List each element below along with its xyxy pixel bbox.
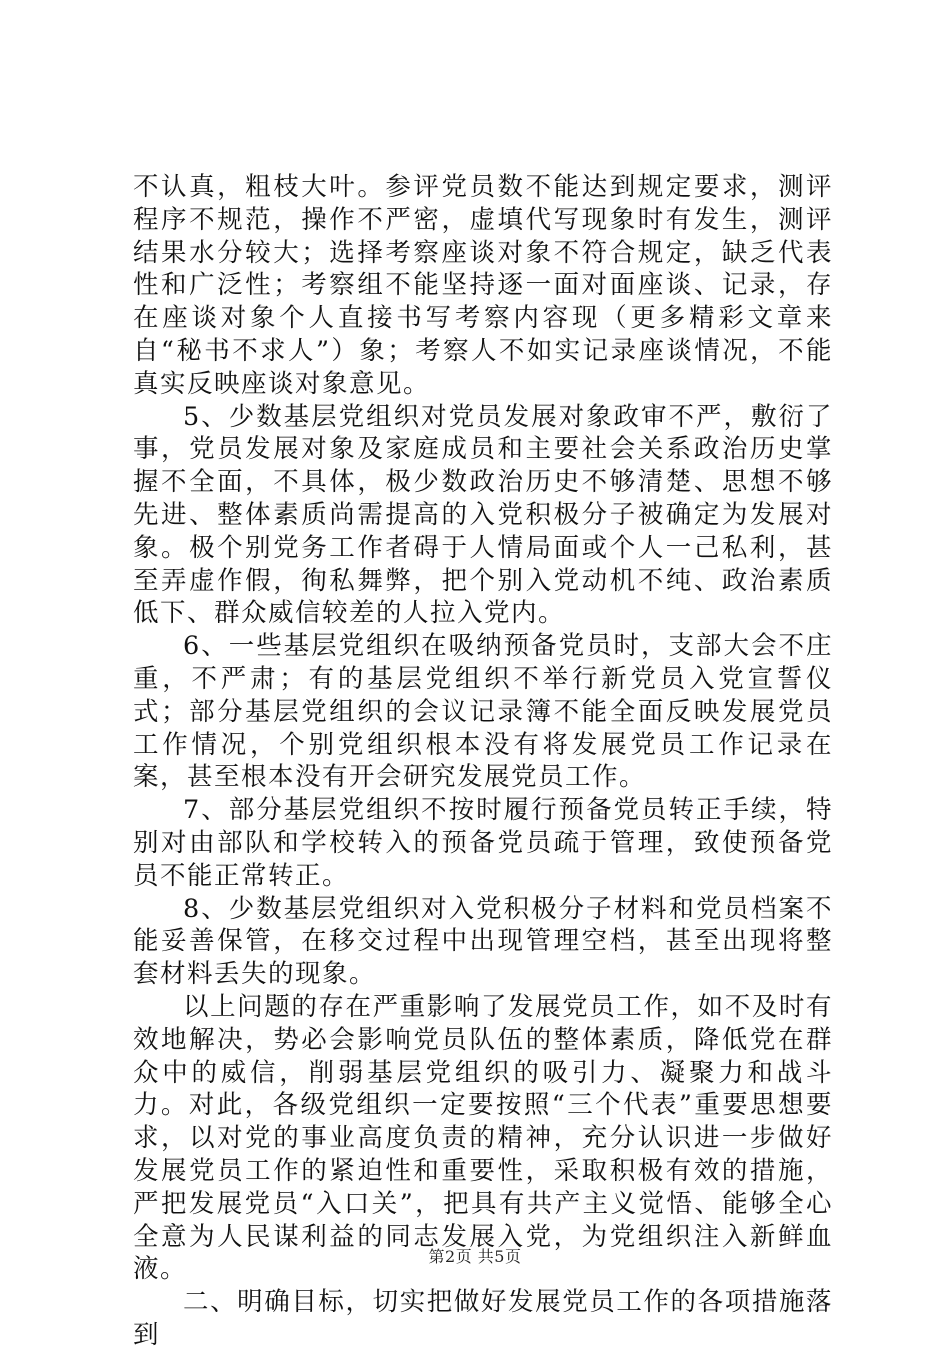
paragraph-continuation: 不认真，粗枝大叶。参评党员数不能达到规定要求，测评程序不规范，操作不严密，虚填代写现象时有发生，测评结果水分较大；选择考察座谈对象不符合规定，缺乏代表性和广泛性；考察组不能坚持逐一面对面座谈、记录，存在座谈对象个人直接书写考察内容现（更多精彩文章来自“秘书不求人”）象；考察人不如实记录座谈情况，不能真实反映座谈对象意见。 [133, 172, 833, 399]
paragraph-item-5: 5、少数基层党组织对党员发展对象政审不严，敷衍了事，党员发展对象及家庭成员和主要社会关系政治历史掌握不全面，不具体，极少数政治历史不够清楚、思想不够先进、整体素质尚需提高的入党积极分子被确定为发展对象。极个别党务工作者碍于人情局面或个人一己私利，甚至弄虚作假，徇私舞弊，把个别入党动机不纯、政治素质低下、群众威信较差的人拉入党内。 [133, 401, 833, 629]
section-heading-2: 二、明确目标，切实把做好发展党员工作的各项措施落到 [133, 1287, 833, 1350]
paragraph-item-6: 6、一些基层党组织在吸纳预备党员时，支部大会不庄重，不严肃；有的基层党组织不举行新党员入党宣誓仪式；部分基层党组织的会议记录簿不能全面反映发展党员工作情况，个别党组织根本没有将发展党员工作记录在案，甚至根本没有开会研究发展党员工作。 [133, 631, 833, 793]
paragraph-item-7: 7、部分基层党组织不按时履行预备党员转正手续，特别对由部队和学校转入的预备党员疏于管理，致使预备党员不能正常转正。 [133, 795, 833, 891]
page-footer: 第2页 共5页 [428, 1247, 522, 1266]
paragraph-item-8: 8、少数基层党组织对入党积极分子材料和党员档案不能妥善保管，在移交过程中出现管理空档，甚至出现将整套材料丢失的现象。 [133, 893, 833, 990]
document-body [133, 171, 833, 1352]
paragraph-summary: 以上问题的存在严重影响了发展党员工作，如不及时有效地解决，势必会影响党员队伍的整体素质，降低党在群众中的威信，削弱基层党组织的吸引力、凝聚力和战斗力。对此，各级党组织一定要按照“三个代表”重要思想要求，以对党的事业高度负责的精神，充分认识进一步做好发展党员工作的紧迫性和重要性，采取积极有效的措施，严把发展党员“入口关”，把具有共产主义觉悟、能够全心全意为人民谋利益的同志发展入党，为党组织注入新鲜血液。 [133, 991, 833, 1285]
